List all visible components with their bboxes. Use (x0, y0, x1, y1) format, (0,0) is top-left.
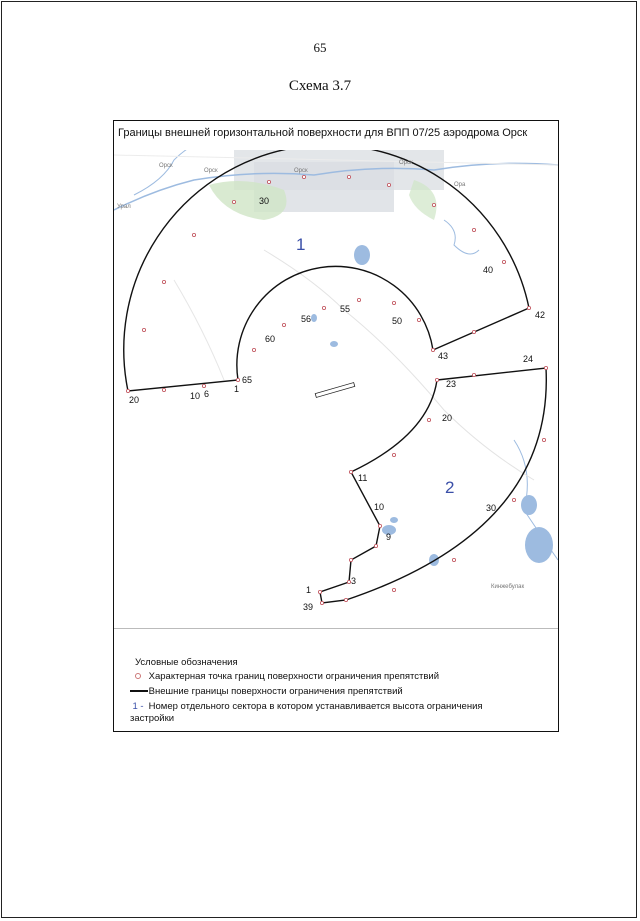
point-label: 30 (486, 503, 497, 513)
legend-point-text: Характерная точка границ поверхности ограничения препятствий (148, 671, 440, 682)
point-label: 1 (306, 585, 312, 595)
legend-sector-item (130, 701, 510, 725)
point-label: 24 (523, 354, 534, 364)
point-label: 1 (234, 384, 240, 394)
page-number: 65 (313, 40, 327, 55)
stream (444, 220, 479, 254)
point-label: 60 (265, 334, 276, 344)
legend-point-item (130, 671, 439, 682)
scheme-title: Схема 3.7 (288, 78, 352, 94)
legend-heading: Условные обозначения (135, 657, 238, 668)
point-label: 50 (392, 316, 403, 326)
point-label: 20 (129, 395, 140, 405)
boundary-line-icon (130, 686, 146, 697)
map-title: Границы внешней горизонтальной поверхности для ВПП 07/25 аэродрома Орск (118, 127, 528, 139)
place-label: Ора (454, 182, 466, 188)
lake (390, 517, 398, 523)
point-label: 10 (374, 502, 385, 512)
point-label: 55 (340, 304, 351, 314)
point-label: 43 (438, 351, 449, 361)
place-label: Кинжебулак (491, 584, 525, 590)
lake (311, 314, 317, 322)
place-label: Орск (159, 163, 173, 169)
point-label: 10 (190, 391, 201, 401)
point-label: 39 (303, 602, 314, 612)
sector-number: 1 (296, 235, 306, 254)
point-label: 20 (442, 413, 453, 423)
place-label: Орск (294, 168, 308, 174)
sector-number: 2 (445, 478, 455, 497)
point-label: 65 (242, 375, 253, 385)
point-label: 56 (301, 314, 312, 324)
lake (354, 245, 370, 265)
legend-separator (114, 628, 558, 629)
legend-sector-text: Номер отдельного сектора в котором устанавливается высота ограничения застройки (130, 701, 483, 724)
point-label: 3 (351, 576, 357, 586)
point-label: 9 (386, 532, 392, 542)
point-label: 23 (446, 379, 457, 389)
runway (315, 383, 355, 398)
lake (330, 341, 338, 347)
lake (521, 495, 537, 515)
place-label: Орск (399, 160, 413, 166)
sector-number-symbol: 1 - (132, 701, 144, 712)
sector-2-boundary (320, 368, 546, 603)
point-label: 6 (204, 389, 210, 399)
point-label: 42 (535, 310, 546, 320)
road (174, 280, 224, 380)
place-label: Урал (117, 204, 131, 210)
road (264, 250, 534, 480)
legend-line-text: Внешние границы поверхности ограничения препятствий (148, 686, 403, 697)
map-area (114, 150, 558, 628)
point-label: 11 (358, 473, 368, 483)
legend-line-item (130, 686, 403, 697)
point-label: 30 (259, 196, 270, 206)
place-label: Орск (204, 168, 218, 174)
lake (525, 527, 553, 563)
point-symbol-icon (130, 671, 146, 682)
point-label: 40 (483, 265, 494, 275)
